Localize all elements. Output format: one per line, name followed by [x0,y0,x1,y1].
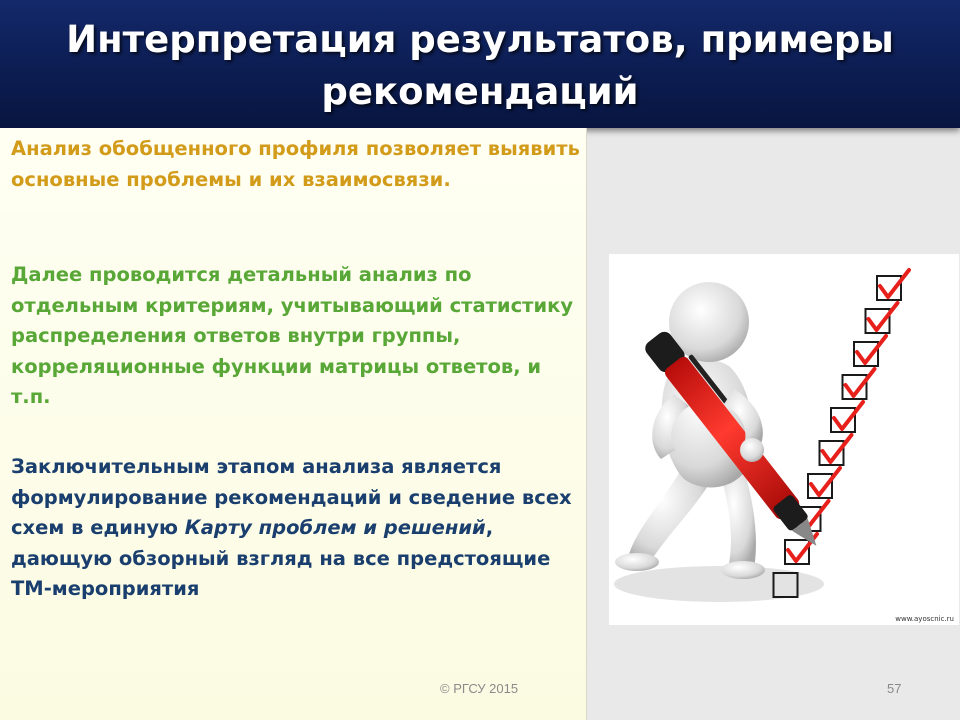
checkmark-icon [811,468,840,495]
checklist-boxes [774,270,910,597]
checkmark-icon [846,369,875,396]
slide-title: Интерпретация результатов, примеры рекомендаций [66,18,894,113]
text-panel [0,128,587,720]
paragraph-profile-analysis: Анализ обобщенного профиля позволяет выявить основные проблемы и их взаимосвязи. [11,137,580,191]
page-number: 57 [887,681,902,696]
checkmark-icon [834,402,863,429]
checkmark-icon [880,270,909,297]
footer-copyright: © РГСУ 2015 [440,681,519,696]
checklist-figure-graphic [609,254,959,625]
figure-foot-right [721,561,765,579]
checkmark-icon [857,336,886,363]
checkmark-icon [823,435,852,462]
paragraph-detailed-analysis: Далее проводится детальный анализ по отдельным критериям, учитывающий статистику распределения ответов внутри группы, корреляционные функции матрицы ответов, и т.п. [11,263,574,408]
checklist-illustration [609,254,959,625]
paragraph-final-stage-text-2: , дающую обзорный взгляд на все предстоящие ТМ-мероприятия [11,516,551,600]
paragraph-final-stage [11,452,581,605]
title-bar [0,0,960,128]
paragraph-final-stage-text-1: Заключительным этапом анализа является формулирование рекомендаций и сведение всех схем в единую [11,455,572,539]
image-watermark: www.ayoscnic.ru [895,615,954,623]
map-of-problems-emphasis: Карту проблем и решений [184,516,486,539]
figure-hand [740,438,764,462]
checkmark-icon [869,303,898,330]
figure-foot-left [615,553,659,571]
